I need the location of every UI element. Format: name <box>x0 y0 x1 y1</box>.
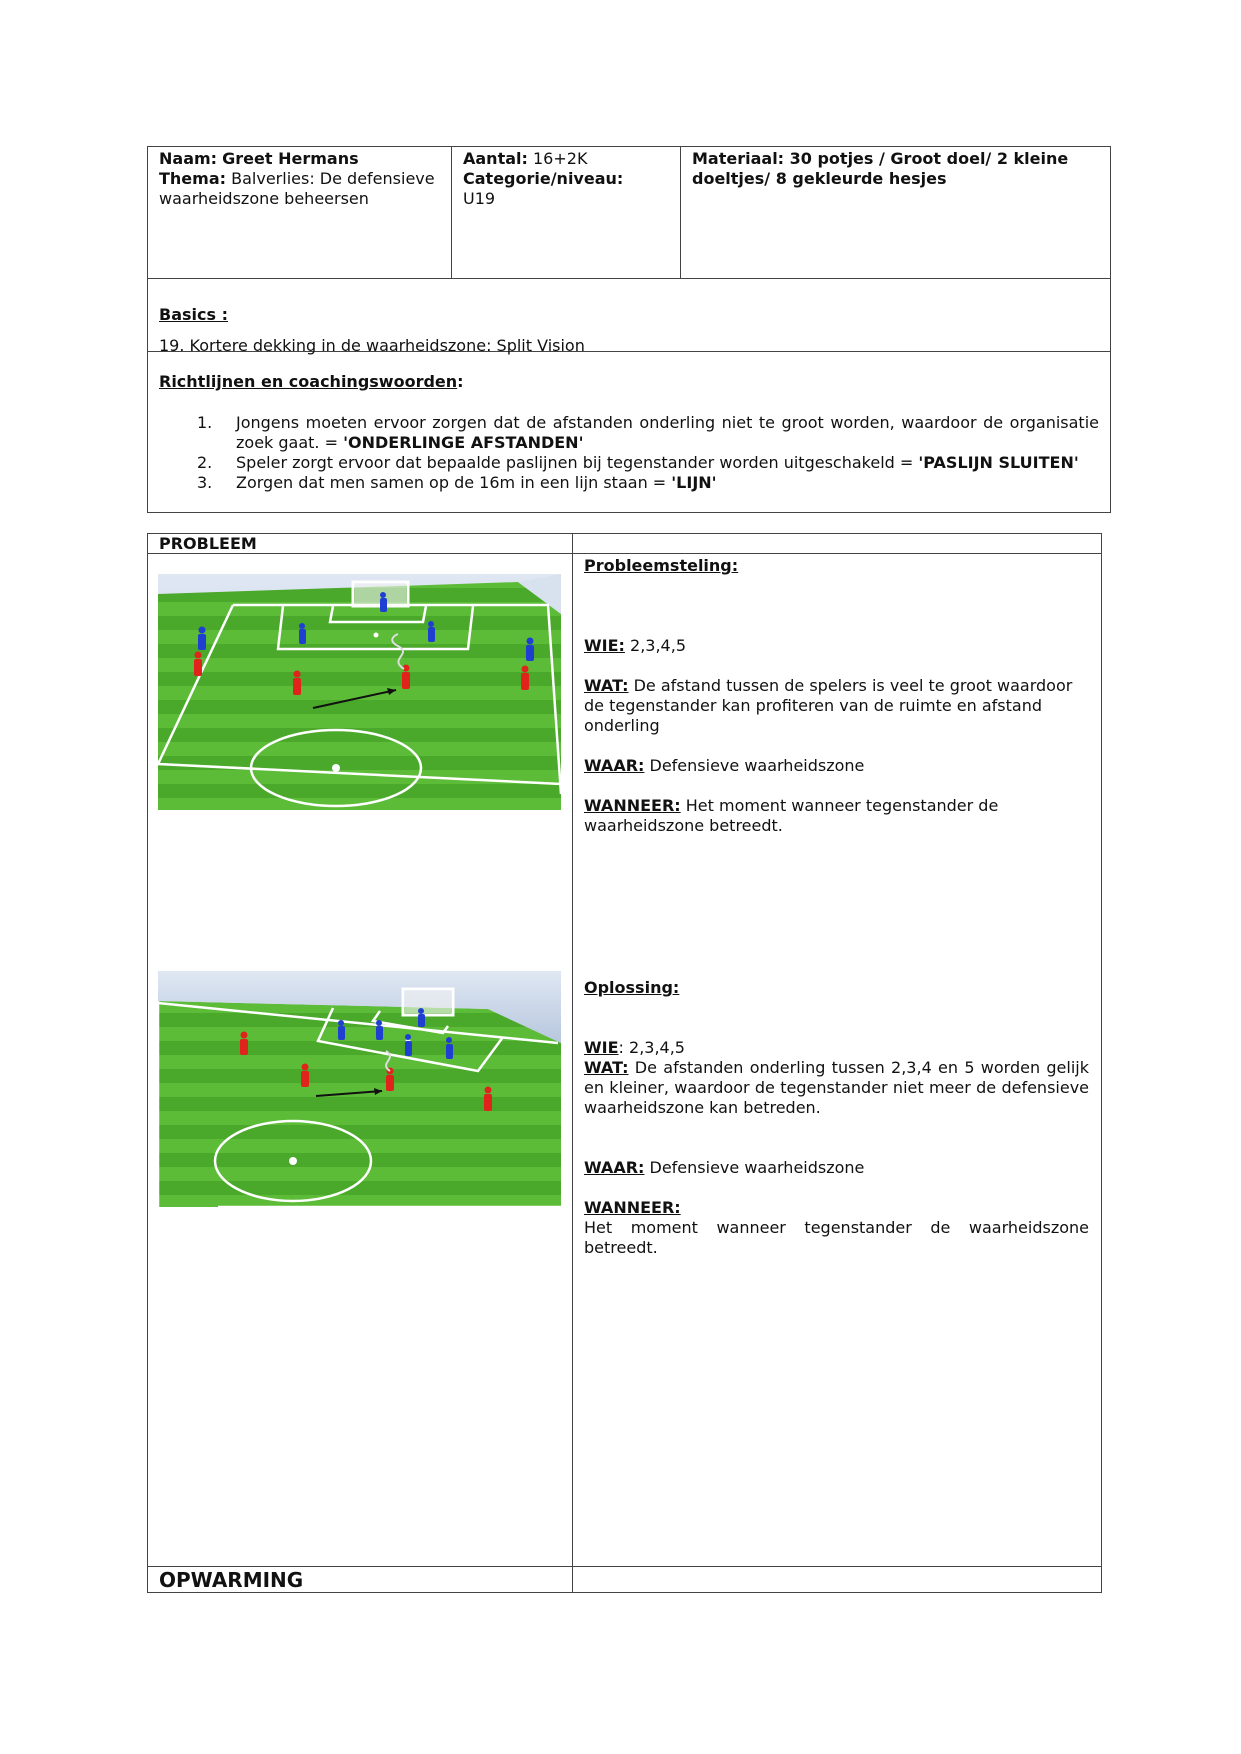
wat-value: De afstanden onderling tussen 2,3,4 en 5 worden gelijk en kleiner, waardoor de tegenstander niet meer de defensieve waarheidszone kan betreden. <box>584 1058 1089 1117</box>
waar-value: Defensieve waarheidszone <box>644 1158 865 1177</box>
categorie-label: Categorie/niveau: <box>463 169 624 188</box>
richtlijnen-title: Richtlijnen en coachingswoorden <box>159 372 458 391</box>
basics-section <box>159 305 1099 356</box>
wat-label: WAT: <box>584 1058 629 1077</box>
probleemstelling-title: Probleemsteling: <box>584 556 739 575</box>
oplossing-block <box>584 978 1089 1258</box>
wie-value: : 2,3,4,5 <box>618 1038 685 1057</box>
list-item: 3. Zorgen dat men samen op de 16m in een lijn staan = 'LIJN' <box>197 473 717 492</box>
wie-label: WIE <box>584 1038 619 1057</box>
wanneer-value: Het moment wanneer tegenstander de waarheidszone betreedt. <box>584 796 999 835</box>
opwarming-header: OPWARMING <box>159 1568 304 1592</box>
richtlijnen-section <box>159 372 1099 493</box>
thema-value: Balverlies: De defensieve waarheidszone beheersen <box>159 169 435 208</box>
waar-value: Defensieve waarheidszone <box>644 756 865 775</box>
wat-label: WAT: <box>584 676 629 695</box>
wanneer-label: WANNEER: <box>584 1198 681 1217</box>
naam-label: Naam: <box>159 149 218 168</box>
oplossing-title: Oplossing: <box>584 978 680 997</box>
basics-text: 19. Kortere dekking in de waarheidszone: Split Vision <box>159 336 585 355</box>
probleemstelling-block <box>584 556 1089 836</box>
richtlijnen-list <box>159 413 1099 493</box>
wie-value: 2,3,4,5 <box>624 636 686 655</box>
pitch-diagram-problem <box>158 574 561 810</box>
probleem-header: PROBLEEM <box>159 534 257 553</box>
header-naam-cell <box>159 149 445 209</box>
wanneer-value: Het moment wanneer tegenstander de waarheidszone betreedt. <box>584 1218 1089 1257</box>
header-aantal-cell <box>463 149 673 209</box>
basics-title: Basics : <box>159 305 228 324</box>
pitch-diagram-solution <box>158 971 561 1207</box>
wat-value: De afstand tussen de spelers is veel te groot waardoor de tegenstander kan profiteren van de ruimte en afstand onderling <box>584 676 1073 735</box>
waar-label: WAAR: <box>584 756 645 775</box>
richtlijnen-colon: : <box>457 372 464 391</box>
materiaal-cell: Materiaal: 30 potjes / Groot doel/ 2 kleine doeltjes/ 8 gekleurde hesjes <box>692 149 1069 188</box>
list-item: 2. Speler zorgt ervoor dat bepaalde paslijnen bij tegenstander worden uitgeschakeld = 'PASLIJN SLUITEN' <box>197 453 1079 472</box>
wie-label: WIE: <box>584 636 625 655</box>
naam-value: Greet Hermans <box>222 149 359 168</box>
waar-label: WAAR: <box>584 1158 645 1177</box>
list-item: 1. Jongens moeten ervoor zorgen dat de afstanden onderling niet te groot worden, waardoor de organisatie zoek gaat. = 'ONDERLINGE AFSTANDEN' <box>197 413 1099 452</box>
thema-label: Thema: <box>159 169 227 188</box>
aantal-label: Aantal: <box>463 149 528 168</box>
wanneer-label: WANNEER: <box>584 796 681 815</box>
categorie-value: U19 <box>463 189 496 208</box>
aantal-value: 16+2K <box>533 149 588 168</box>
